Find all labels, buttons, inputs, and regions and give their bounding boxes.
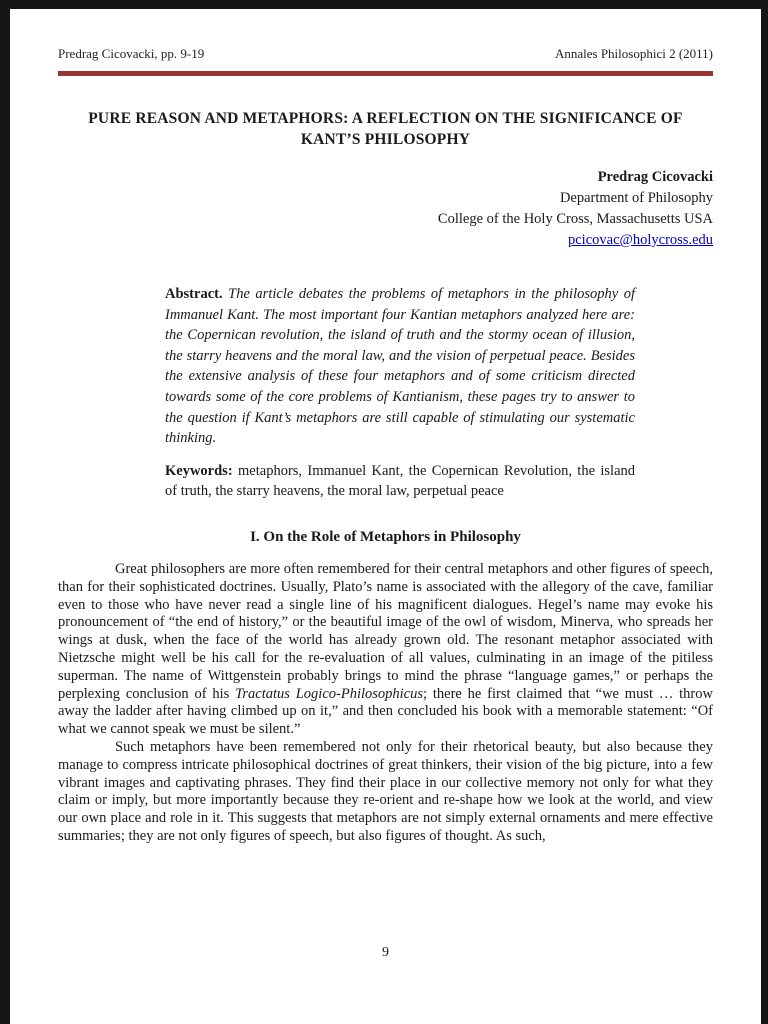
keywords-paragraph (165, 461, 635, 502)
author-department: Department of Philosophy (559, 190, 713, 206)
author-block (58, 167, 713, 251)
author-name: Predrag Cicovacki (597, 169, 713, 185)
keywords-label: Keywords: (165, 462, 233, 479)
header-rule (58, 71, 713, 76)
section-heading: I. On the Role of Metaphors in Philosophy (250, 528, 521, 545)
page-number: 9 (382, 945, 389, 960)
abstract-text: The article debates the problems of metaphors in the philosophy of Immanuel Kant. The most important four Kantian metaphors analyzed here are: the Copernican revolution, the island of truth and the stormy ocean of illusion, the starry heavens and the moral law, and the vision of perpetual peace. Besides the extensive analysis of these four metaphors and of some criticism directed towards some of the core problems of Kantianism, these pages try to answer to the question if Kant’s metaphors are still capable of stimulating our systematic thinking. (165, 286, 636, 447)
keywords-text: metaphors, Immanuel Kant, the Copernican Revolution, the island of truth, the starry heavens, the moral law, perpetual peace (165, 462, 635, 500)
book-title: Tractatus Logico-Philosophicus (235, 685, 424, 702)
abstract-paragraph (165, 284, 635, 449)
body-paragraph-2: Such metaphors have been remembered not only for their rhetorical beauty, but also because they manage to compress intricate philosophical doctrines of great thinkers, their vision of the big picture, into a few vibrant images and captivating phrases. They find their place in our collective memory not only for what they claim or imply, but more importantly because they re-orient and re-shape how we look at the world, and view our own place and role in it. This suggests that metaphors are not simply external ornaments and mere effective summaries; they are not only figures of speech, but also figures of thought. As such, (58, 738, 713, 844)
running-header-right: Annales Philosophici 2 (2011) (554, 46, 713, 61)
abstract-block (165, 284, 635, 502)
running-header (58, 46, 713, 62)
paragraph-1-text-cont: ; there he first claimed that “we must … throw away the ladder after having climbed up on it,” and then concluded his book with a memorable statement: “Of what we cannot speak we must be silent.” (58, 685, 713, 738)
document-page (10, 9, 761, 1024)
page-title: PURE REASON AND METAPHORS: A REFLECTION ON THE SIGNIFICANCE OF KANT’S PHILOSOPHY (88, 110, 683, 148)
body-paragraph-1 (58, 561, 713, 739)
running-header-left: Predrag Cicovacki, pp. 9-19 (58, 46, 205, 61)
author-affiliation: College of the Holy Cross, Massachusetts USA (437, 211, 713, 227)
abstract-label: Abstract. (165, 286, 223, 302)
paragraph-1-text: Great philosophers are more often remembered for their central metaphors and other figures of speech, than for their sophisticated doctrines. Usually, Plato’s name is associated with the allegory of the cave, familiar even to those who have never read a single line of his magnificent dialogues. Hegel’s name may evoke his pronouncement of “the end of history,” or the beautiful image of the owl of wisdom, Minerva, who spreads her wings at dusk, when the face of the world has already grown old. The resonant metaphor associated with Nietzsche might well be his call for the re-evaluation of all values, culminating in an image of the pitiless superman. The name of Wittgenstein probably brings to mind the phrase “language games,” or perhaps the perplexing conclusion of his (58, 560, 713, 702)
email-link[interactable]: pcicovac@holycross.edu (567, 232, 713, 248)
article-body (58, 561, 713, 846)
